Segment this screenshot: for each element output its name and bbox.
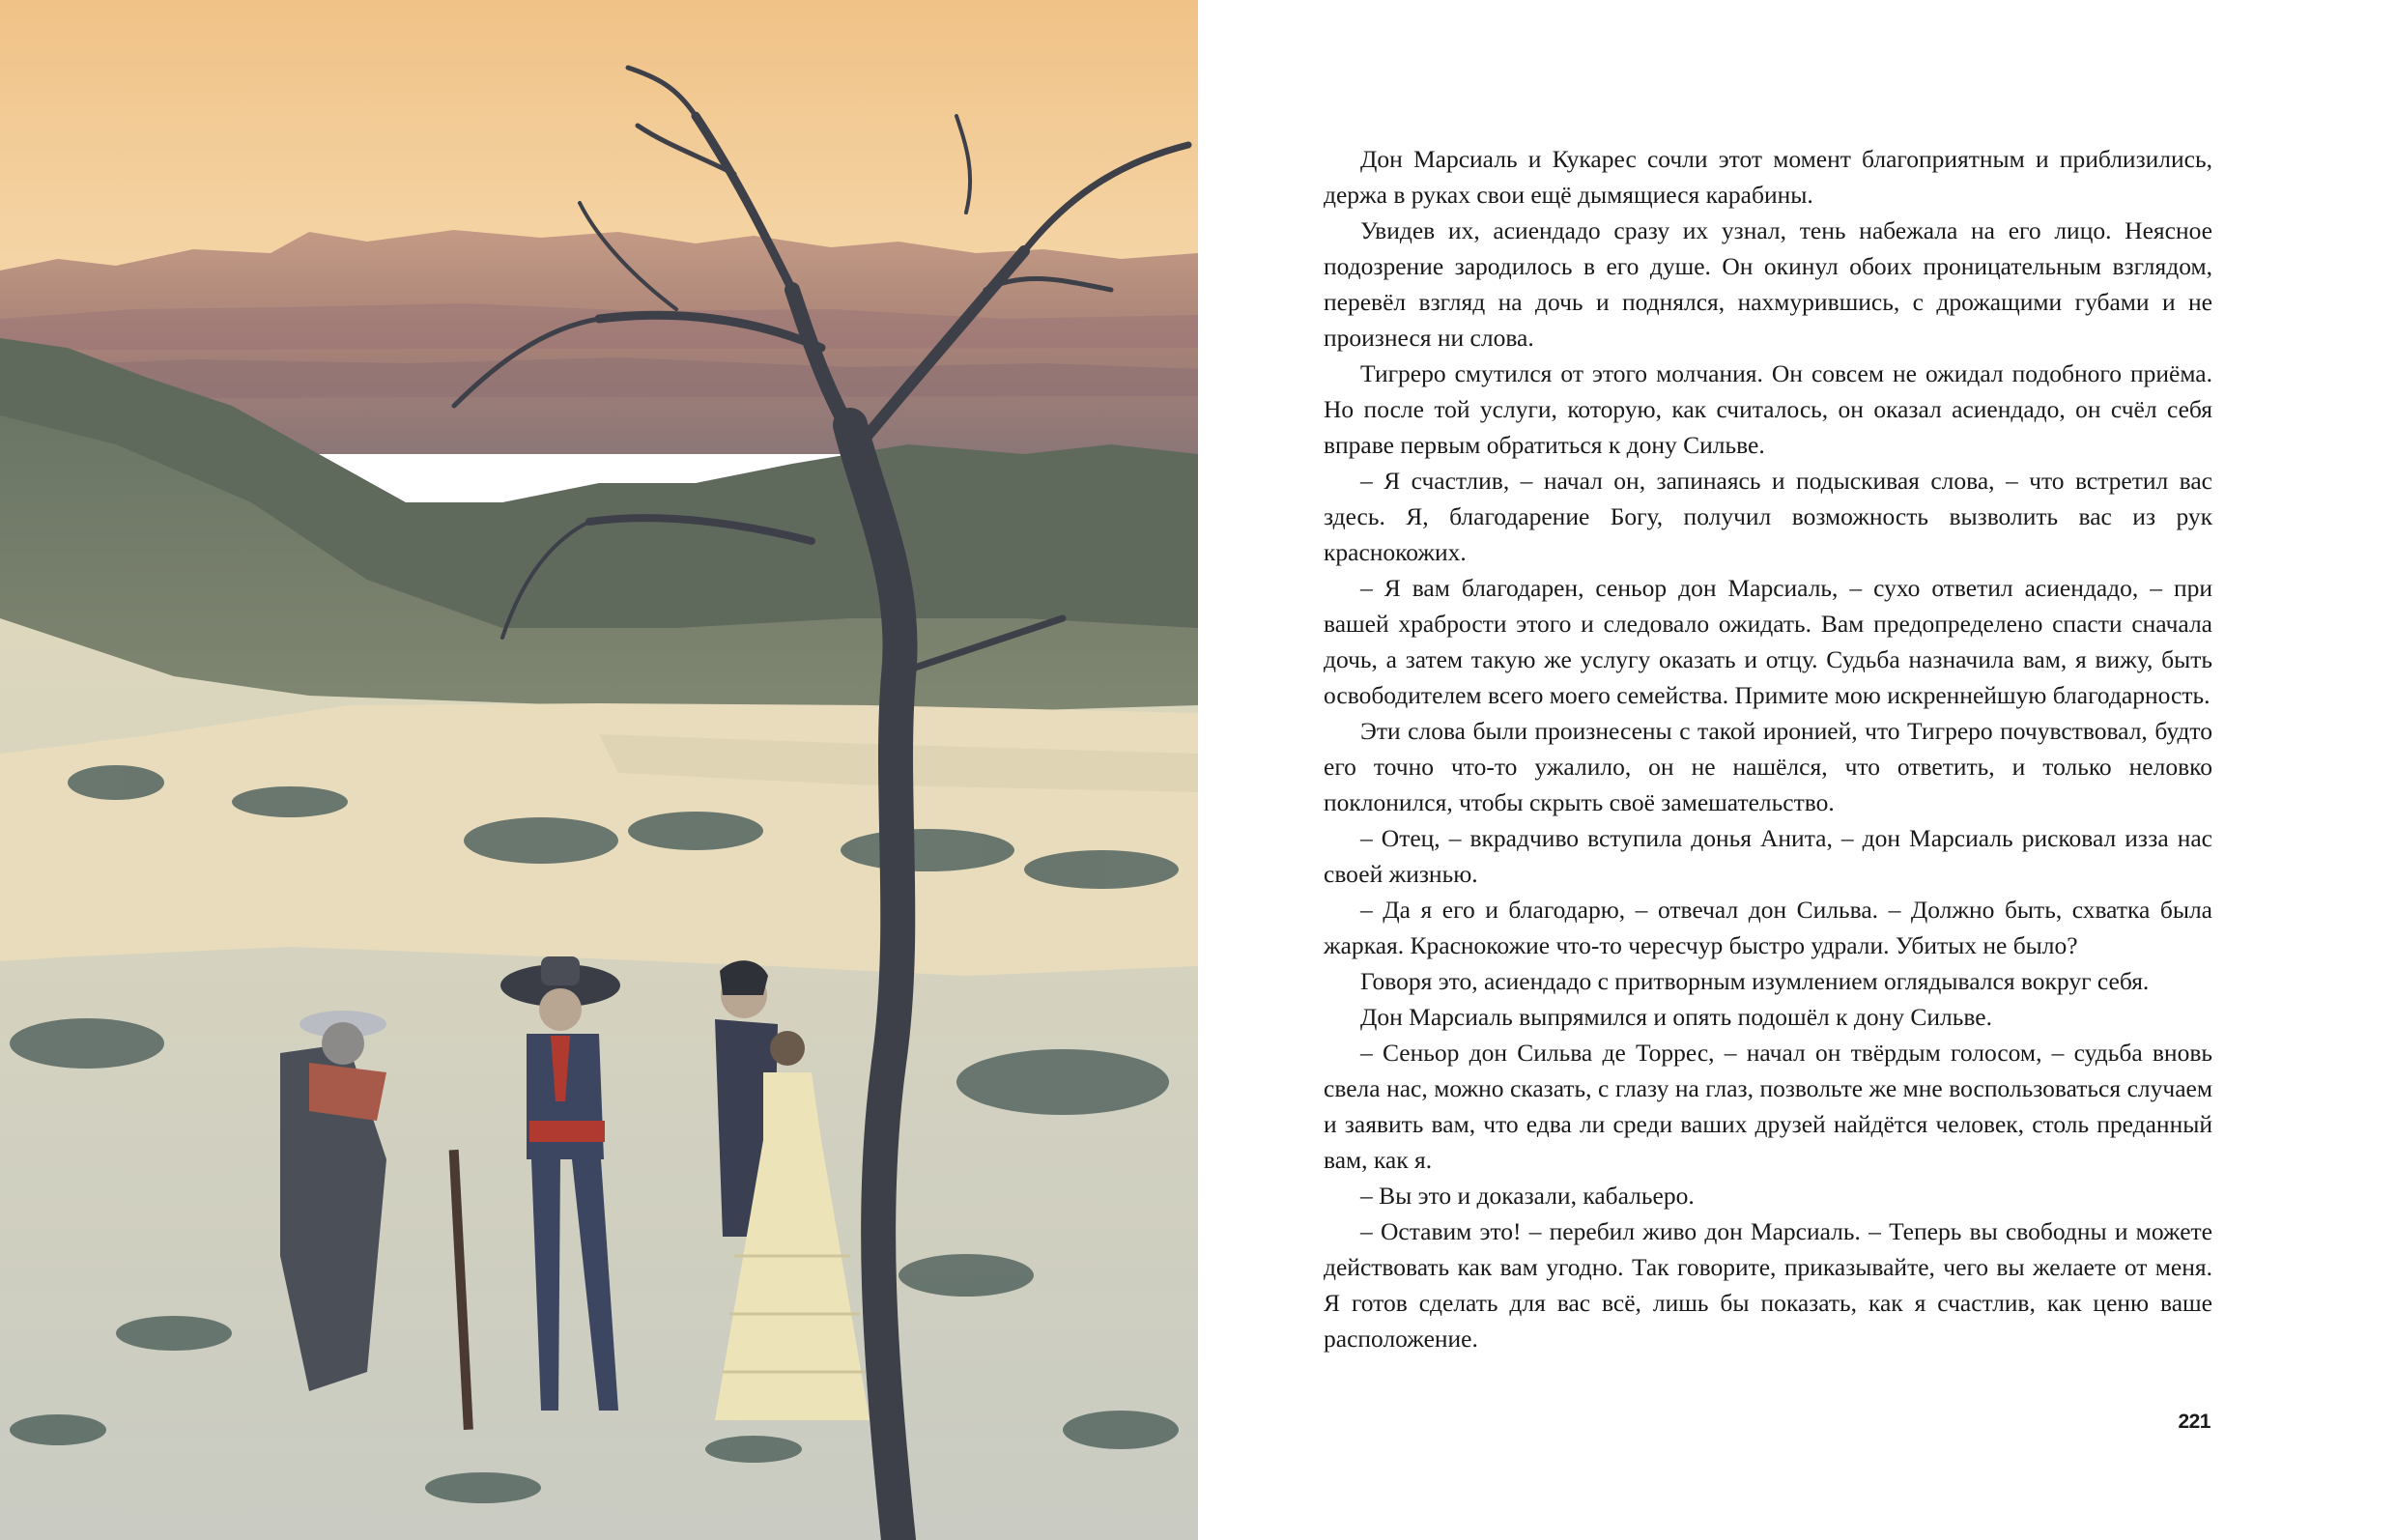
- text-page: [1198, 0, 2396, 1540]
- paragraph: – Я счастлив, – начал он, запинаясь и подыскивая слова, – что встретил вас здесь. Я, благодарение Богу, получил возможность вызволить вас из рук краснокожих.: [1324, 467, 2212, 566]
- paragraph: – Да я его и благодарю, – отвечал дон Сильва. – Должно быть, схватка была жаркая. Краснокожие что-то чересчур быстро удрали. Убитых не было?: [1324, 896, 2212, 959]
- paragraph: Дон Марсиаль и Кукарес сочли этот момент благоприятным и приблизились, держа в руках свои ещё дымящиеся карабины.: [1324, 145, 2212, 209]
- paragraph: – Вы это и доказали, кабальеро.: [1360, 1182, 1695, 1210]
- page-number: 221: [2178, 1411, 2211, 1433]
- paragraph: – Оставим это! – перебил живо дон Марсиаль. – Теперь вы свободны и можете действовать как вам угодно. Так говорите, приказывайте, чего вы желаете от меня. Я готов сделать для вас всё, лишь бы показать, как я счастлив, как ценю ваше расположение.: [1324, 1217, 2212, 1353]
- paragraph: Дон Марсиаль выпрямился и опять подошёл к дону Сильве.: [1360, 1003, 1992, 1031]
- text-column: [1324, 141, 2212, 1356]
- paragraph: Тигреро смутился от этого молчания. Он совсем не ожидал подобного приёма. Но после той услуги, которую, как считалось, он оказал асиендадо, он счёл себя вправе первым обратиться к дону Сильве.: [1324, 359, 2212, 459]
- paragraph: – Сеньор дон Сильва де Торрес, – начал он твёрдым голосом, – судьба вновь свела нас, можно сказать, с глазу на глаз, позвольте же мне воспользоваться случаем и заявить вам, что едва ли среди ваших друзей найдётся человек, столь преданный вам, как я.: [1324, 1039, 2212, 1174]
- paragraph: – Я вам благодарен, сеньор дон Марсиаль, – сухо ответил асиендадо, – при вашей храбрости этого и следовало ожидать. Вам предопределено спасти сначала дочь, а затем такую же услугу оказать и отцу. Судьба назначила вам, я вижу, быть освободителем всего моего семейства. Примите мою искреннейшую благодарность.: [1324, 574, 2212, 709]
- paragraph: Говоря это, асиендадо с притворным изумлением оглядывался вокруг себя.: [1360, 967, 2150, 995]
- paragraph: Эти слова были произнесены с такой иронией, что Тигреро почувствовал, будто его точно что-то ужалило, он не нашёлся, что ответить, и только неловко поклонился, чтобы скрыть своё замешательство.: [1324, 717, 2212, 816]
- paragraph: Увидев их, асиендадо сразу их узнал, тень набежала на его лицо. Неясное подозрение зародилось в его душе. Он окинул обоих проницательным взглядом, перевёл взгляд на дочь и поднялся, нахмурившись, с дрожащими губами и не произнеся ни слова.: [1324, 216, 2212, 352]
- paragraph: – Отец, – вкрадчиво вступила донья Анита, – дон Марсиаль рисковал изза нас своей жизнью.: [1324, 824, 2212, 888]
